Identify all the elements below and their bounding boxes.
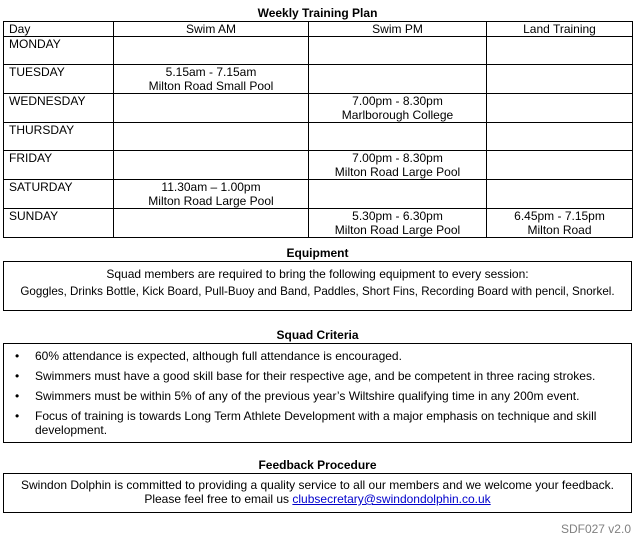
table-row (4, 180, 633, 209)
table-row (4, 37, 633, 65)
day-cell: SUNDAY (4, 209, 114, 238)
swim-am-cell (114, 180, 309, 209)
table-header-row (4, 22, 633, 37)
criteria-text: Swimmers must have a good skill base for their respective age, and be competent in three racing strokes. (35, 369, 596, 383)
list-item (4, 409, 631, 437)
day-cell: WEDNESDAY (4, 94, 114, 123)
session-venue: Milton Road Large Pool (334, 223, 461, 237)
feedback-statement: Swindon Dolphin is committed to providing a quality service to all our members and we welcome your feedback. (21, 478, 614, 492)
header-day: Day (4, 22, 114, 37)
table-row (4, 94, 633, 123)
swim-am-cell (114, 151, 309, 180)
bullet-icon: • (15, 389, 20, 403)
swim-am-cell (114, 94, 309, 123)
document-code: SDF027 v2.0 (560, 522, 631, 536)
swim-pm-cell (309, 123, 487, 151)
training-plan-table (3, 21, 633, 238)
feedback-email-prefix: Please feel free to email us (144, 492, 293, 506)
table-row (4, 65, 633, 94)
land-training-cell (487, 123, 633, 151)
email-link[interactable]: clubsecretary@swindondolphin.co.uk (292, 492, 491, 506)
feedback-title: Feedback Procedure (258, 458, 377, 472)
equipment-intro: Squad members are required to bring the following equipment to every session: (106, 267, 529, 281)
criteria-box (3, 343, 632, 443)
session-venue: Milton Road Large Pool (148, 194, 274, 208)
day-cell: THURSDAY (4, 123, 114, 151)
session-time: 6.45pm - 7.15pm (514, 209, 605, 223)
session-time: 5.15am - 7.15am (165, 65, 257, 79)
swim-pm-cell (309, 37, 487, 65)
day-cell: TUESDAY (4, 65, 114, 94)
session-venue: Milton Road (527, 223, 592, 237)
swim-pm-cell (309, 151, 487, 180)
land-training-cell (487, 94, 633, 123)
criteria-text: 60% attendance is expected, although full attendance is encouraged. (35, 349, 402, 363)
criteria-text: Swimmers must be within 5% of any of the previous year’s Wiltshire qualifying time in any 200m event. (35, 389, 580, 403)
swim-pm-cell (309, 180, 487, 209)
equipment-box (3, 261, 632, 311)
table-row (4, 151, 633, 180)
day-cell: FRIDAY (4, 151, 114, 180)
swim-pm-cell (309, 94, 487, 123)
header-land-training: Land Training (487, 22, 633, 37)
swim-pm-cell (309, 209, 487, 238)
session-time: 7.00pm - 8.30pm (352, 151, 443, 165)
training-plan-title: Weekly Training Plan (257, 6, 378, 20)
session-time: 7.00pm - 8.30pm (352, 94, 443, 108)
session-time: 11.30am – 1.00pm (161, 180, 261, 194)
land-training-cell (487, 209, 633, 238)
swim-am-cell (114, 65, 309, 94)
feedback-email-line (4, 492, 631, 506)
list-item (4, 389, 631, 403)
bullet-icon: • (15, 369, 20, 383)
swim-am-cell (114, 37, 309, 65)
land-training-cell (487, 180, 633, 209)
swim-pm-cell (309, 65, 487, 94)
land-training-cell (487, 151, 633, 180)
session-time: 5.30pm - 6.30pm (352, 209, 443, 223)
list-item (4, 369, 631, 383)
session-venue: Milton Road Large Pool (334, 165, 461, 179)
land-training-cell (487, 37, 633, 65)
bullet-icon: • (15, 349, 20, 363)
swim-am-cell (114, 209, 309, 238)
header-swim-pm: Swim PM (309, 22, 487, 37)
session-venue: Marlborough College (341, 108, 454, 122)
day-cell: MONDAY (4, 37, 114, 65)
equipment-list: Goggles, Drinks Bottle, Kick Board, Pull-Buoy and Band, Paddles, Short Fins, Recording Board with pencil, Snorkel. (20, 285, 615, 298)
bullet-icon: • (15, 409, 20, 423)
squad-criteria-title: Squad Criteria (276, 328, 359, 342)
session-venue: Milton Road Small Pool (148, 79, 274, 93)
criteria-text: Focus of training is towards Long Term Athlete Development with a major emphasis on technique and skill development. (35, 409, 597, 437)
table-row (4, 209, 633, 238)
feedback-box (3, 473, 632, 513)
table-row (4, 123, 633, 151)
header-swim-am: Swim AM (114, 22, 309, 37)
criteria-list (4, 349, 631, 437)
equipment-title: Equipment (286, 246, 349, 260)
land-training-cell (487, 65, 633, 94)
swim-am-cell (114, 123, 309, 151)
list-item (4, 349, 631, 363)
day-cell: SATURDAY (4, 180, 114, 209)
